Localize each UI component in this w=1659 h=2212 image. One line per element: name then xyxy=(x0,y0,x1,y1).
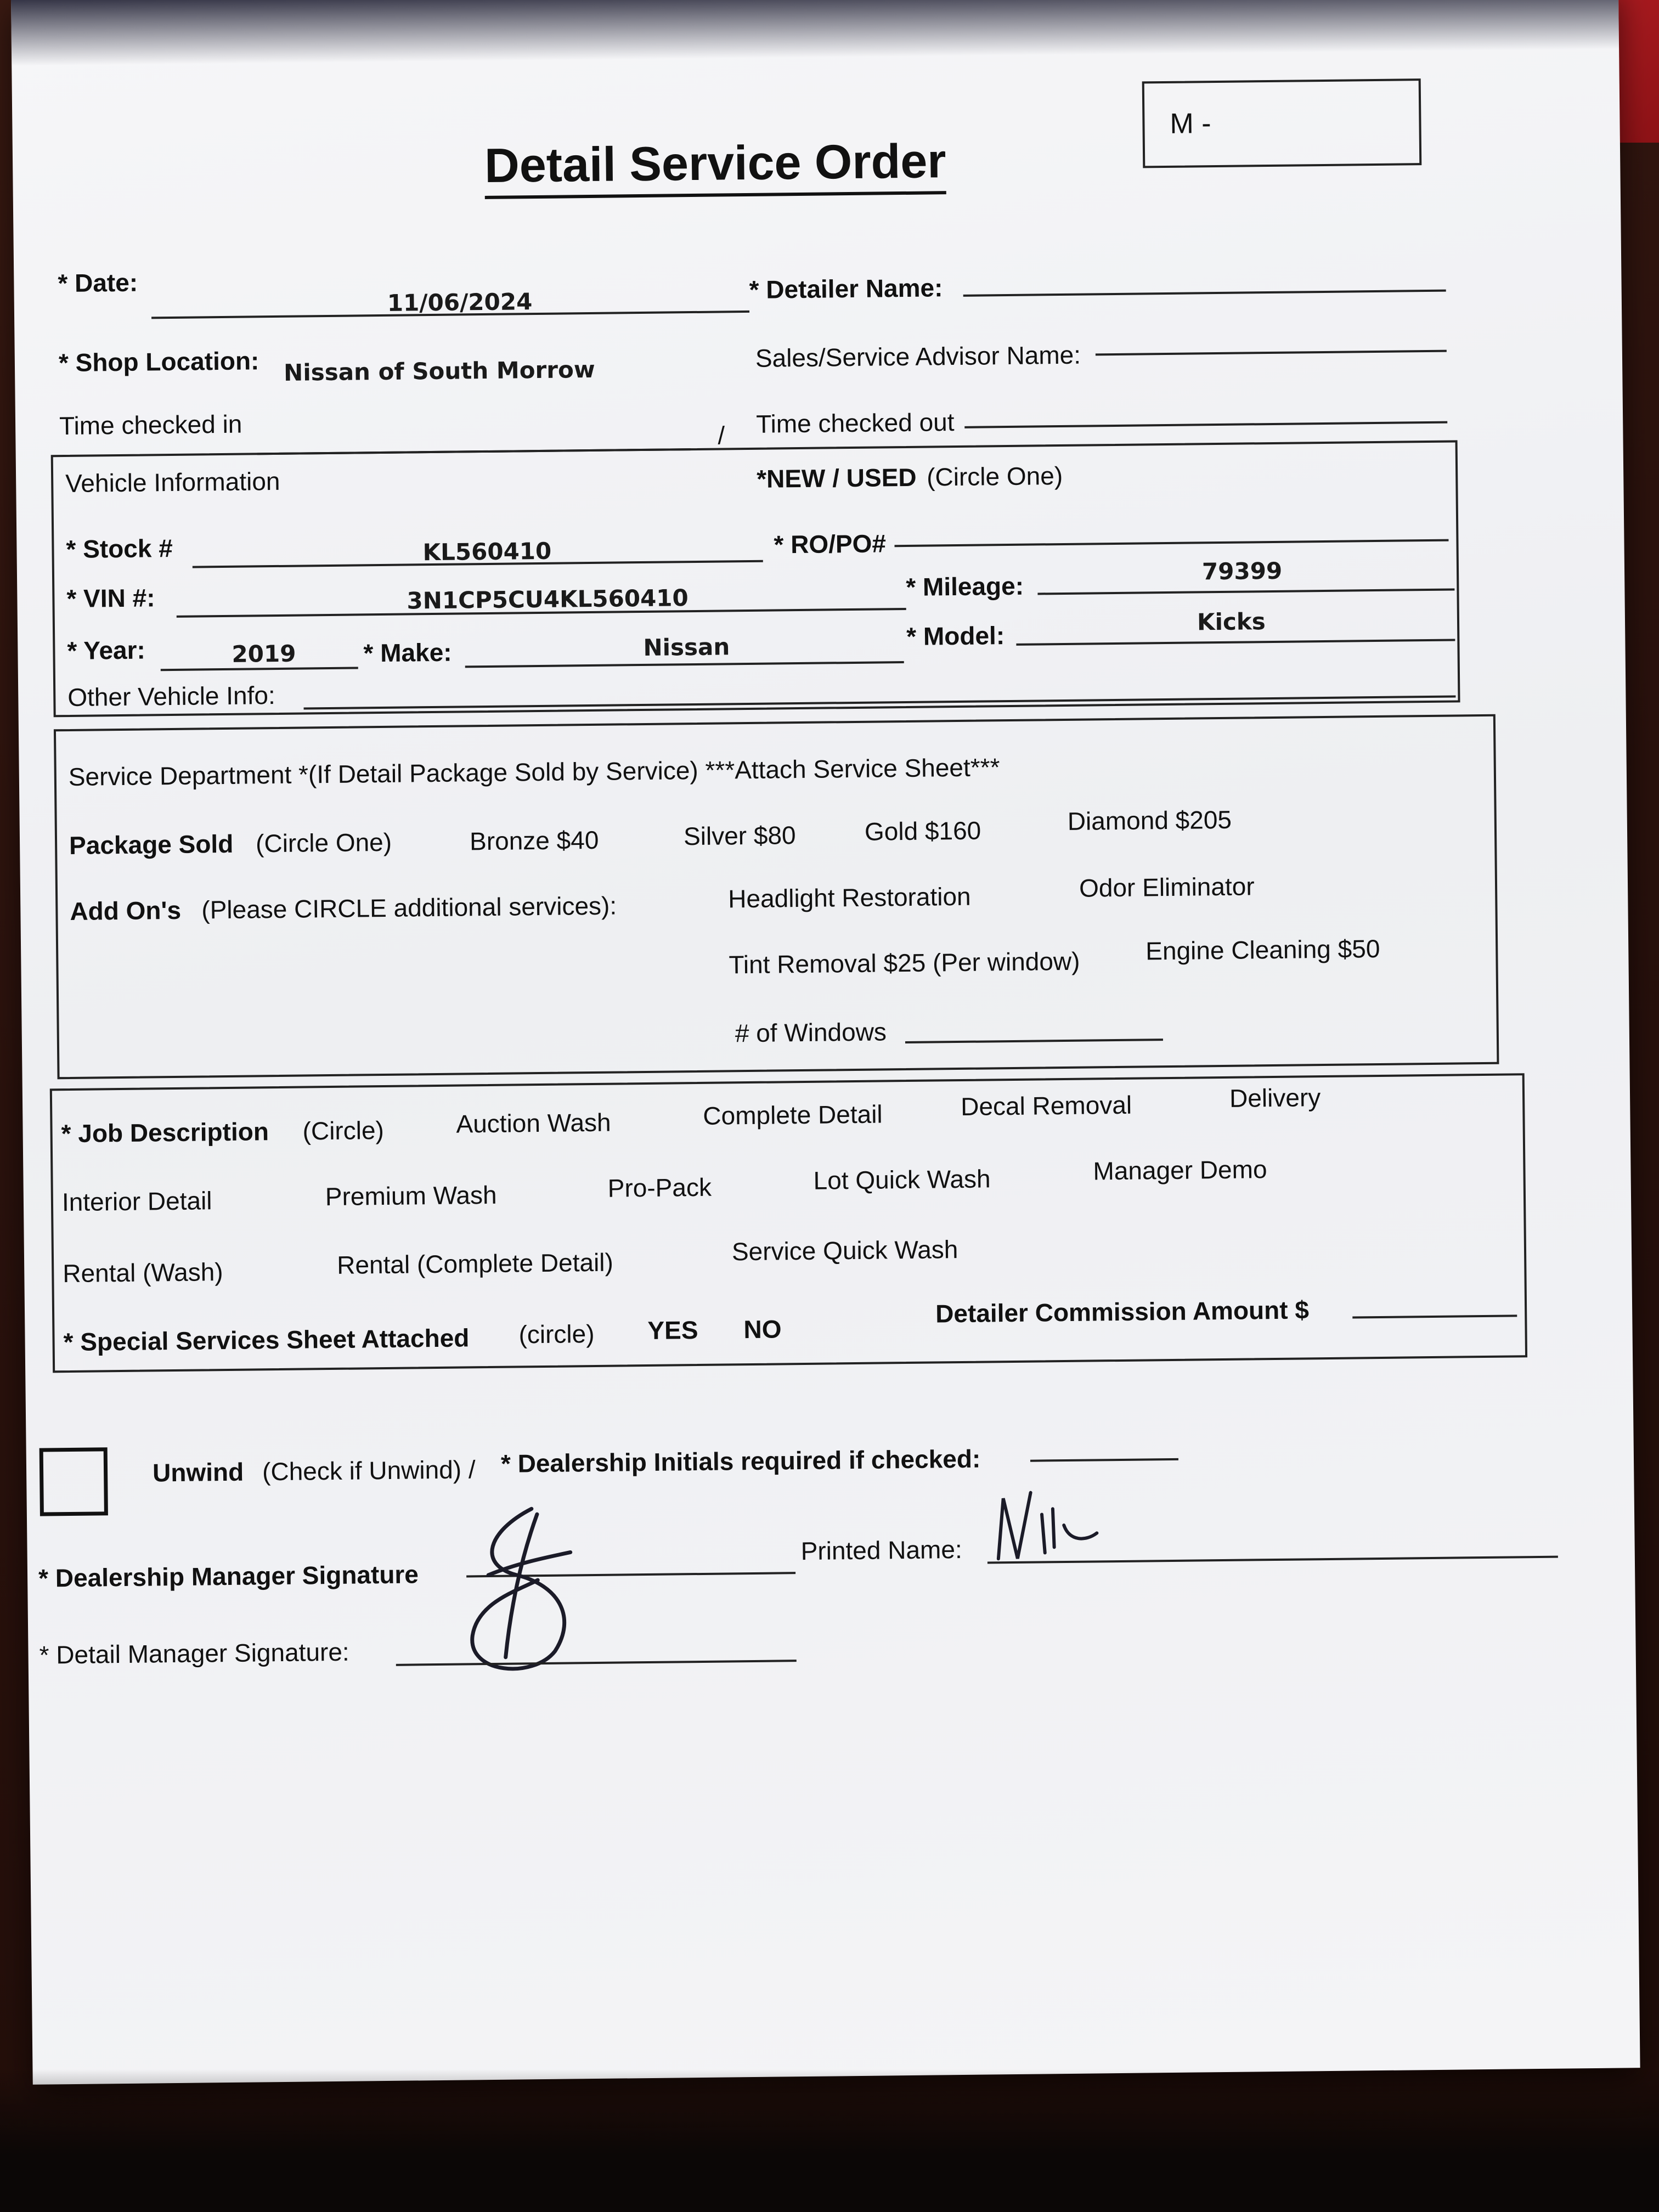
package-gold[interactable]: Gold $160 xyxy=(864,816,981,846)
dealership-manager-signature xyxy=(455,1497,599,1680)
package-sold-label: Package Sold xyxy=(69,829,234,860)
package-bronze[interactable]: Bronze $40 xyxy=(469,825,599,856)
job-rental-wash[interactable]: Rental (Wash) xyxy=(63,1257,223,1288)
order-number-prefix: M - xyxy=(1170,108,1211,140)
date-label: * Date: xyxy=(58,268,138,298)
mileage-label: * Mileage: xyxy=(906,571,1024,601)
stock-value[interactable]: KL560410 xyxy=(422,537,552,566)
model-label: * Model: xyxy=(906,621,1005,651)
job-service-quick-wash[interactable]: Service Quick Wash xyxy=(731,1235,958,1266)
vin-value[interactable]: 3N1CP5CU4KL560410 xyxy=(407,584,689,614)
order-number-box[interactable] xyxy=(1142,78,1422,168)
package-silver[interactable]: Silver $80 xyxy=(683,821,796,851)
new-used-label[interactable]: *NEW / USED xyxy=(756,462,917,493)
addons-hint: (Please CIRCLE additional services): xyxy=(201,891,617,924)
advisor-name-line[interactable] xyxy=(1096,350,1447,356)
bottom-shadow xyxy=(0,2069,1659,2212)
dealership-manager-signature-label: * Dealership Manager Signature xyxy=(38,1560,419,1593)
year-value[interactable]: 2019 xyxy=(232,640,296,668)
job-rental-complete-detail[interactable]: Rental (Complete Detail) xyxy=(336,1248,614,1279)
form-title: Detail Service Order xyxy=(484,133,946,199)
commission-label: Detailer Commission Amount $ xyxy=(935,1295,1310,1328)
other-vehicle-info-label: Other Vehicle Info: xyxy=(67,681,276,712)
windows-count-label: # of Windows xyxy=(735,1017,887,1048)
time-separator: / xyxy=(718,421,725,450)
addon-engine-cleaning[interactable]: Engine Cleaning $50 xyxy=(1145,934,1380,966)
special-services-label: * Special Services Sheet Attached xyxy=(63,1323,470,1357)
package-diamond[interactable]: Diamond $205 xyxy=(1067,805,1232,836)
unwind-label: Unwind xyxy=(152,1457,244,1487)
ro-po-label: * RO/PO# xyxy=(774,529,887,559)
new-used-hint: (Circle One) xyxy=(926,461,1063,492)
special-services-yes[interactable]: YES xyxy=(647,1316,698,1345)
special-services-hint: (circle) xyxy=(518,1319,595,1349)
job-premium-wash[interactable]: Premium Wash xyxy=(325,1180,497,1211)
time-in-label: Time checked in xyxy=(59,409,242,441)
model-value[interactable]: Kicks xyxy=(1197,608,1266,636)
job-manager-demo[interactable]: Manager Demo xyxy=(1093,1155,1267,1186)
time-out-label: Time checked out xyxy=(755,408,955,438)
vehicle-info-label: Vehicle Information xyxy=(65,466,280,498)
detailer-name-label: * Detailer Name: xyxy=(749,273,943,304)
job-pro-pack[interactable]: Pro-Pack xyxy=(607,1172,712,1203)
job-lot-quick-wash[interactable]: Lot Quick Wash xyxy=(813,1164,991,1195)
make-value[interactable]: Nissan xyxy=(643,633,730,661)
mileage-value[interactable]: 79399 xyxy=(1201,557,1283,585)
time-out-line[interactable] xyxy=(964,421,1447,428)
package-sold-hint: (Circle One) xyxy=(255,827,392,858)
vin-label: * VIN #: xyxy=(66,583,155,613)
advisor-name-label: Sales/Service Advisor Name: xyxy=(755,340,1081,373)
service-department-header: Service Department *(If Detail Package Sold by Service) ***Attach Service Sheet*** xyxy=(68,753,1000,791)
unwind-hint: (Check if Unwind) / xyxy=(262,1455,476,1486)
make-label: * Make: xyxy=(363,637,452,668)
detailer-name-line[interactable] xyxy=(963,290,1446,297)
job-delivery[interactable]: Delivery xyxy=(1229,1083,1321,1113)
dealership-initials-label: * Dealership Initials required if checked: xyxy=(500,1444,981,1478)
year-label: * Year: xyxy=(67,635,146,665)
printed-name-label: Printed Name: xyxy=(800,1535,962,1566)
job-auction-wash[interactable]: Auction Wash xyxy=(456,1108,611,1138)
special-services-no[interactable]: NO xyxy=(743,1314,782,1344)
job-description-hint: (Circle) xyxy=(302,1115,385,1146)
job-description-label: * Job Description xyxy=(61,1117,269,1148)
dealership-initials-line[interactable] xyxy=(1030,1458,1178,1462)
shop-location-label: * Shop Location: xyxy=(58,346,259,377)
date-value[interactable]: 11/06/2024 xyxy=(387,288,533,317)
addons-label: Add On's xyxy=(70,895,182,926)
job-decal-removal[interactable]: Decal Removal xyxy=(960,1090,1132,1121)
addon-tint-removal[interactable]: Tint Removal $25 (Per window) xyxy=(729,946,1080,979)
addon-odor-eliminator[interactable]: Odor Eliminator xyxy=(1079,872,1255,902)
job-interior-detail[interactable]: Interior Detail xyxy=(61,1186,212,1217)
job-complete-detail[interactable]: Complete Detail xyxy=(703,1099,883,1130)
paper-shadow xyxy=(11,0,1619,66)
shop-location-value[interactable]: Nissan of South Morrow xyxy=(283,356,595,386)
detail-manager-signature-label: * Detail Manager Signature: xyxy=(39,1637,349,1669)
addon-headlight-restoration[interactable]: Headlight Restoration xyxy=(727,882,971,913)
unwind-checkbox[interactable] xyxy=(40,1447,108,1516)
stock-label: * Stock # xyxy=(66,533,173,564)
printed-name-handwriting xyxy=(992,1481,1125,1570)
paper-form xyxy=(11,0,1640,2085)
